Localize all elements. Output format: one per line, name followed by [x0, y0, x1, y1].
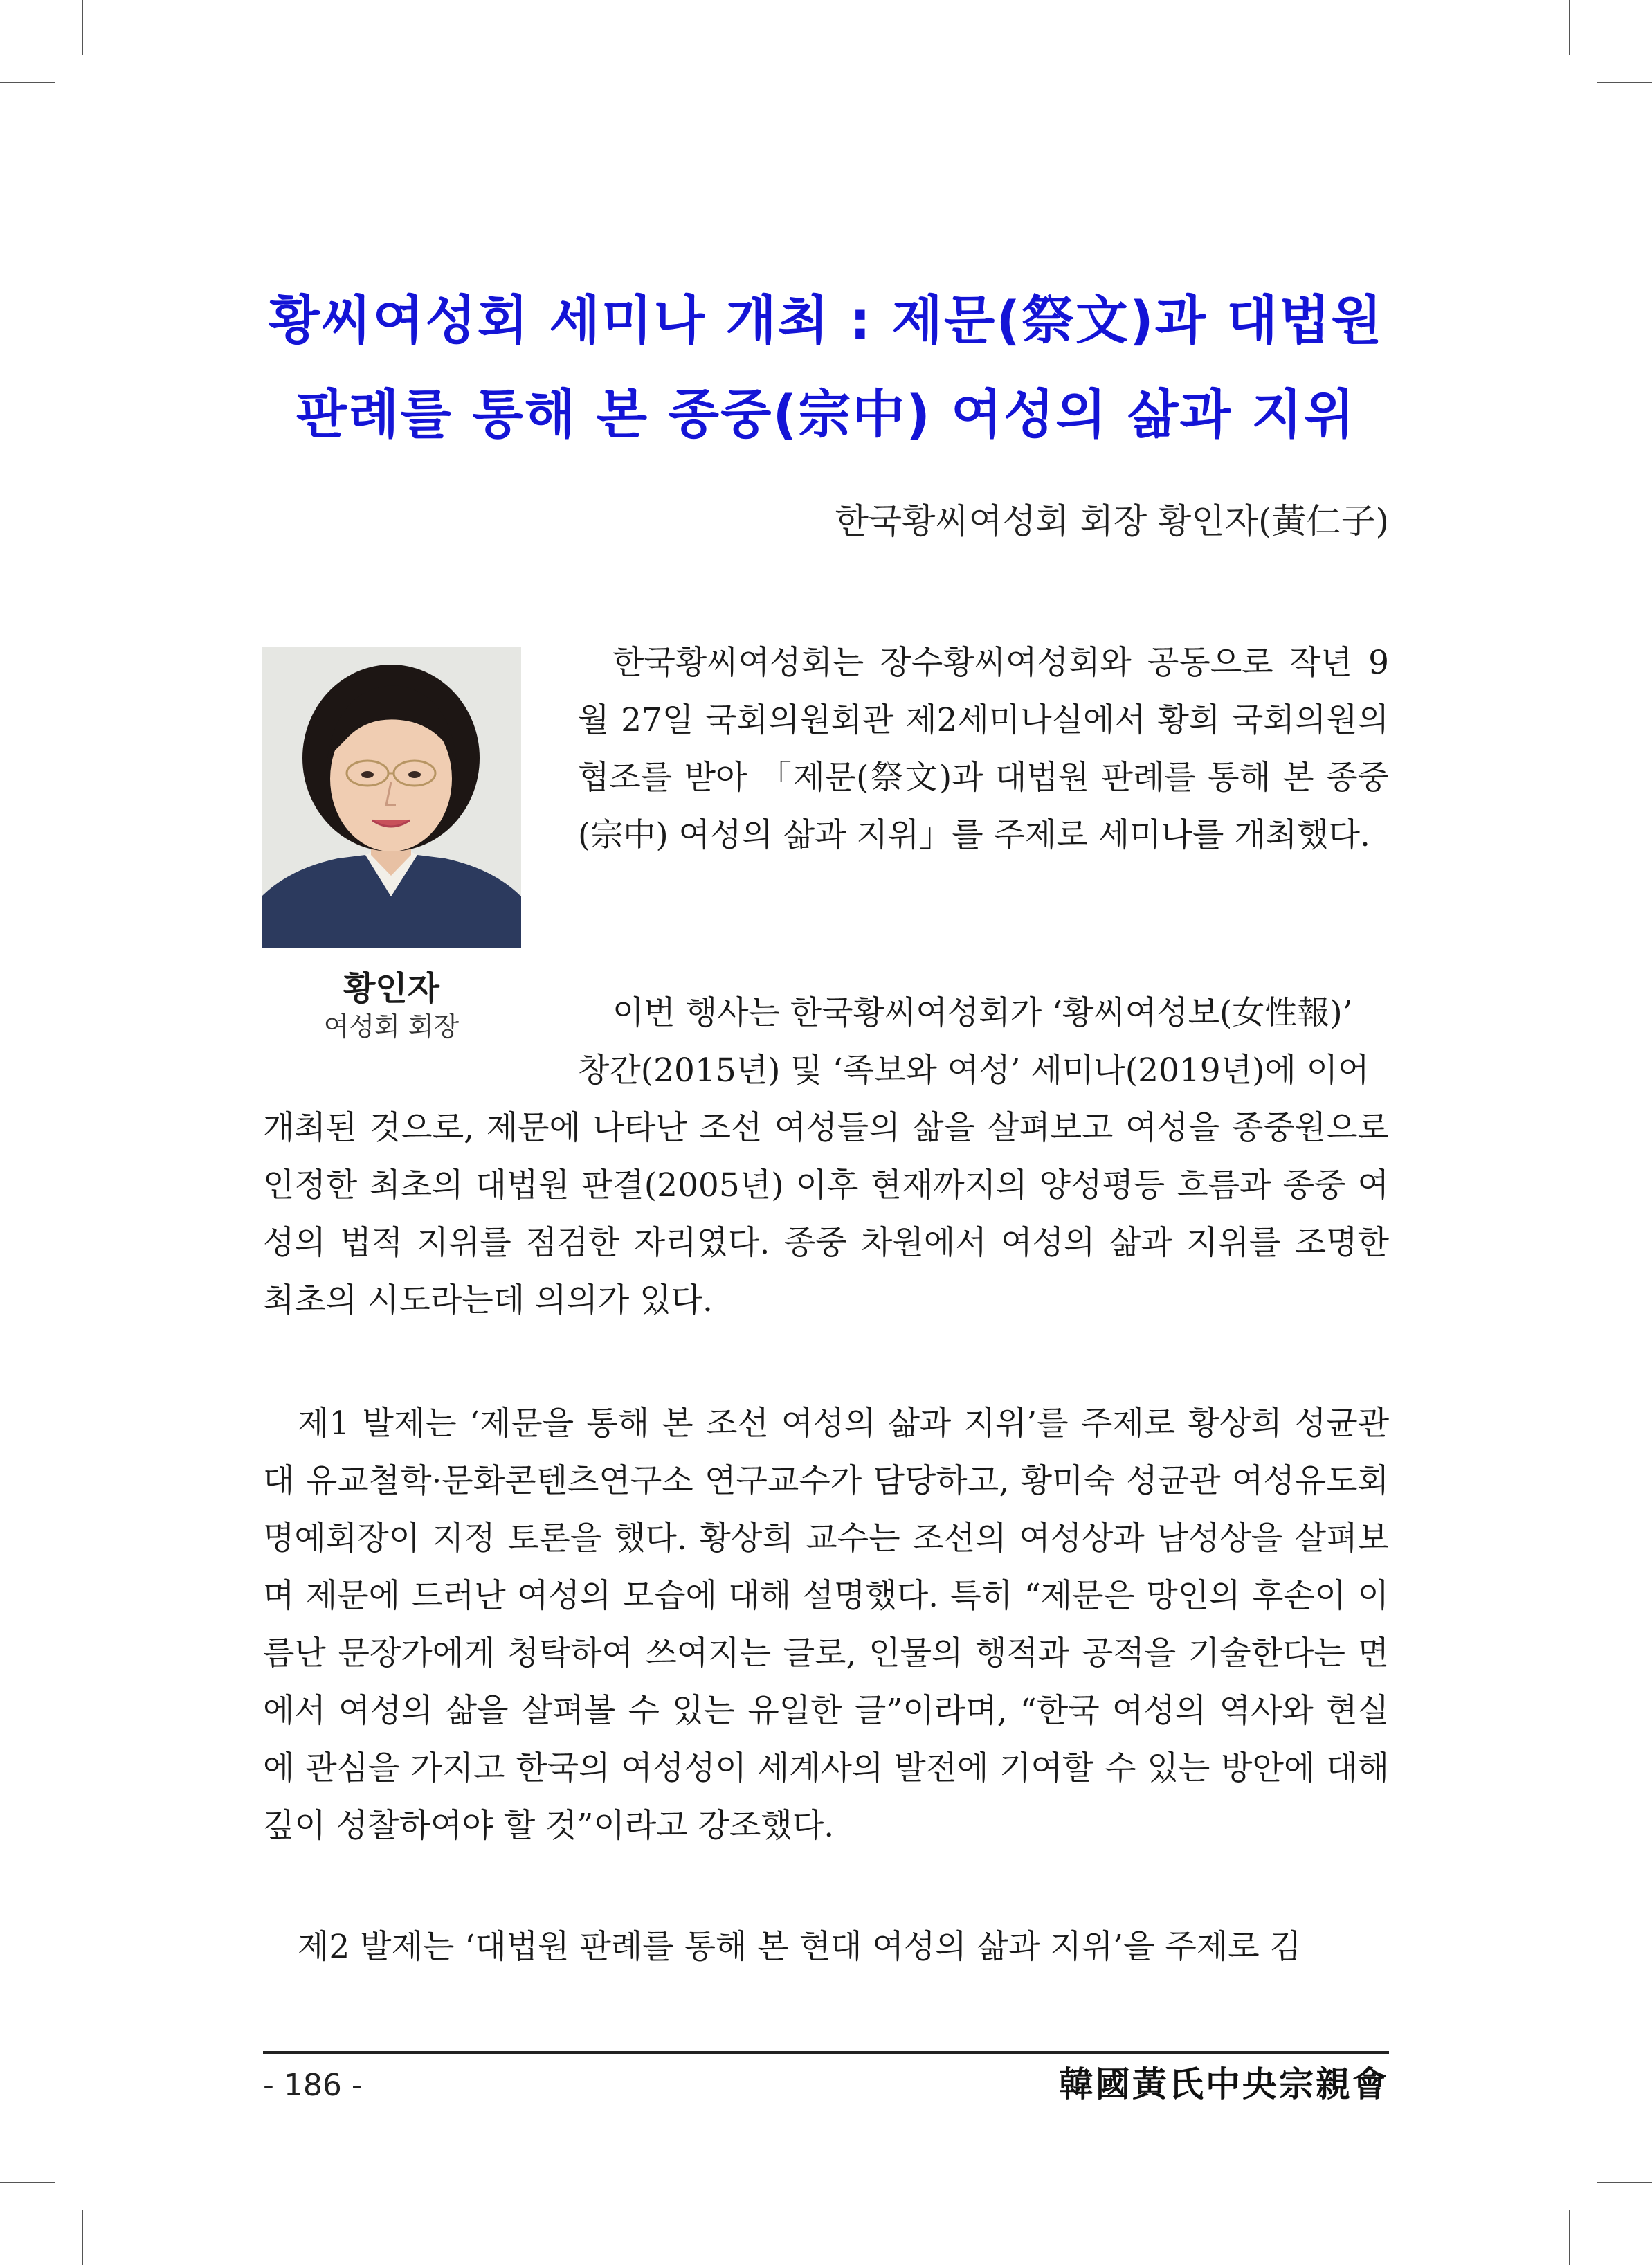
body-paragraph-4: 제2 발제는 ‘대법원 판례를 통해 본 현대 여성의 삶과 지위’을 주제로 김	[298, 1928, 1301, 1966]
crop-mark	[82, 2210, 83, 2265]
crop-mark	[0, 2182, 55, 2183]
page-number: - 186 -	[263, 2068, 363, 2103]
article-title-line-1: 황씨여성회 세미나 개최 : 제문(祭文)과 대법원	[269, 289, 1383, 351]
footer-divider	[263, 2051, 1389, 2054]
body-paragraph-1: 한국황씨여성회는 장수황씨여성회와 공동으로 작년 9월 27일 국회의원회관 제2세미나실에서 황희 국회의원의 협조를 받아 「제문(祭文)과 대법원 판례를 통해 본 종중(宗中) 여성의 삶과 지위」를 주제로 세미나를 개최했다.	[578, 644, 1389, 854]
article-title-line-2: 판례를 통해 본 종중(宗中) 여성의 삶과 지위	[296, 383, 1356, 445]
photo-caption-name: 황인자	[343, 969, 440, 1008]
crop-mark	[1597, 2182, 1652, 2183]
article-title	[0, 273, 1652, 462]
body-paragraph-3: 제1 발제는 ‘제문을 통해 본 조선 여성의 삶과 지위’를 주제로 황상희 성균관대 유교철학·문화콘텐츠연구소 연구교수가 담당하고, 황미숙 성균관 여성유도회 명예회장이 지정 토론을 했다. 황상희 교수는 조선의 여성상과 남성상을 살펴보며 제문에 드러난 여성의 모습에 대해 설명했다. 특히 “제문은 망인의 후손이 이름난 문장가에게 청탁하여 쓰여지는 글로, 인물의 행적과 공적을 기술한다는 면에서 여성의 삶을 살펴볼 수 있는 유일한 글”이라며, “한국 여성의 역사와 현실에 관심을 가지고 한국의 여성성이 세계사의 발전에 기여할 수 있는 방안에 대해 깊이 성찰하여야 할 것”이라고 강조했다.	[263, 1405, 1389, 1845]
crop-mark	[1569, 2210, 1570, 2265]
crop-mark	[1597, 82, 1652, 83]
publication-name: 韓國黃氏中央宗親會	[1059, 2064, 1389, 2104]
crop-mark	[1569, 0, 1570, 55]
author-byline: 한국황씨여성회 회장 황인자(黃仁子)	[835, 501, 1389, 541]
author-photo	[262, 647, 521, 948]
body-paragraph-2-rest: 개최된 것으로, 제문에 나타난 조선 여성들의 삶을 살펴보고 여성을 종중원으로 인정한 최초의 대법원 판결(2005년) 이후 현재까지의 양성평등 흐름과 종중 여성의 법적 지위를 점검한 자리였다. 종중 차원에서 여성의 삶과 지위를 조명한 최초의 시도라는데 의의가 있다.	[263, 1109, 1389, 1319]
crop-mark	[82, 0, 83, 55]
body-paragraph-2-line-2: 창간(2015년) 및 ‘족보와 여성’ 세미나(2019년)에 이어	[578, 1052, 1370, 1090]
body-paragraph-2-line-1: 이번 행사는 한국황씨여성회가 ‘황씨여성보(女性報)’	[612, 994, 1353, 1032]
crop-mark	[0, 82, 55, 83]
photo-caption-role: 여성회 회장	[323, 1011, 460, 1042]
